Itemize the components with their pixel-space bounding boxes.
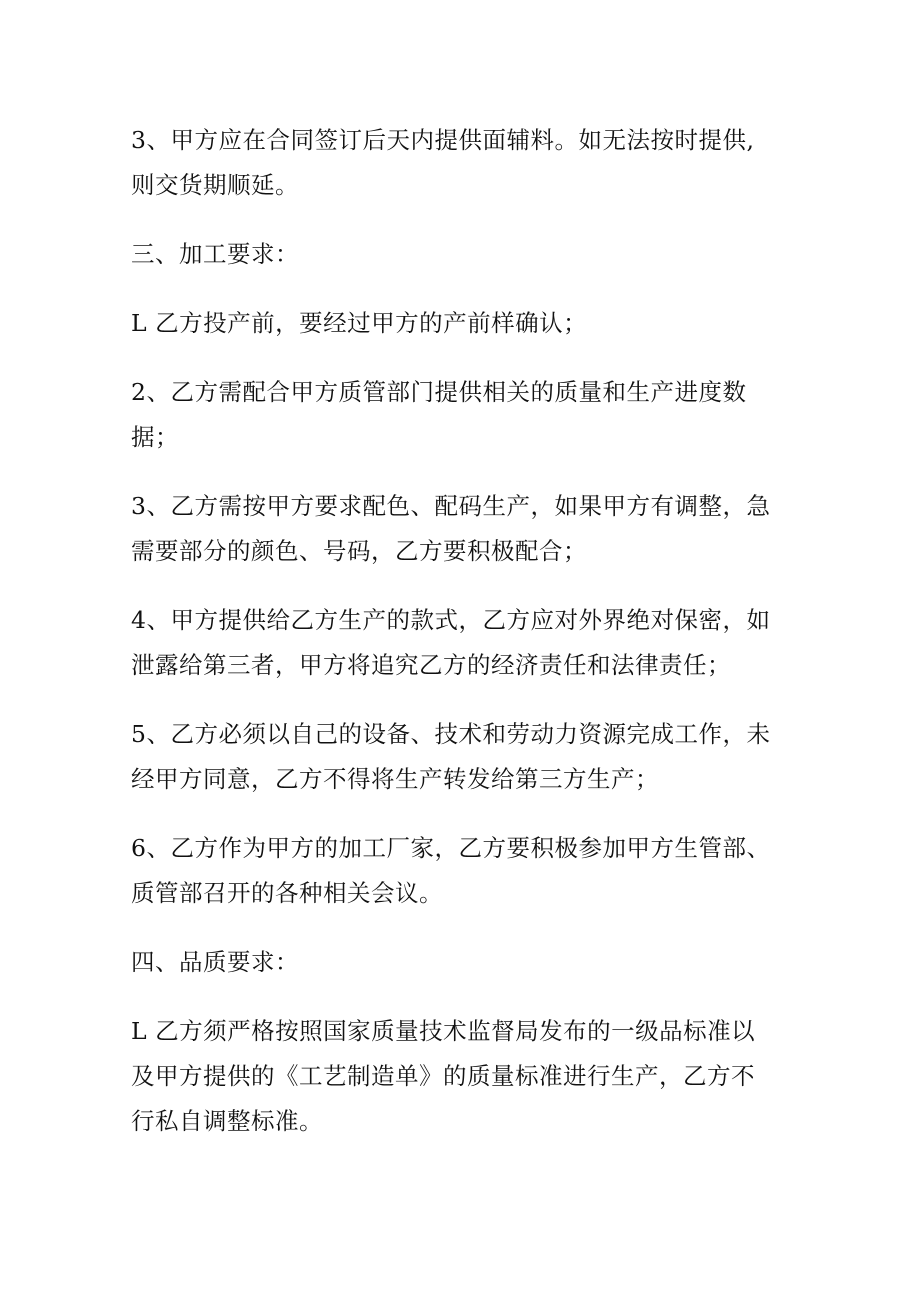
section-heading-quality: [131, 940, 791, 985]
text-line: 3、乙方需按甲方要求配色、配码生产，如果甲方有调整，急: [131, 492, 771, 520]
text-line: L 乙方投产前，要经过甲方的产前样确认；: [131, 309, 588, 337]
text-line: 2、乙方需配合甲方质管部门提供相关的质量和生产进度数: [131, 378, 747, 406]
text-line: 经甲方同意，乙方不得将生产转发给第三方生产；: [131, 765, 659, 793]
text-line: 四、品质要求：: [131, 948, 299, 976]
text-line: 据；: [131, 423, 179, 451]
paragraph-processing-6: [131, 826, 791, 916]
section-heading-processing: [131, 232, 791, 277]
paragraph-clause-3-materials: [131, 118, 791, 208]
text-line: 需要部分的颜色、号码，乙方要积极配合；: [131, 537, 587, 565]
text-line: 则交货期顺延。: [131, 171, 299, 199]
paragraph-processing-2: [131, 370, 791, 460]
text-line: 行私自调整标准。: [131, 1107, 323, 1135]
text-line: 6、乙方作为甲方的加工厂家，乙方要积极参加甲方生管部、: [131, 834, 771, 862]
paragraph-processing-3: [131, 484, 791, 574]
document-body: [131, 118, 791, 1168]
text-line: 4、甲方提供给乙方生产的款式，乙方应对外界绝对保密，如: [131, 606, 771, 634]
text-line: 5、乙方必须以自己的设备、技术和劳动力资源完成工作，未: [131, 720, 771, 748]
paragraph-processing-5: [131, 712, 791, 802]
paragraph-quality-1: [131, 1009, 791, 1144]
text-line: L 乙方须严格按照国家质量技术监督局发布的一级品标准以: [131, 1017, 756, 1045]
text-line: 及甲方提供的《工艺制造单》的质量标准进行生产，乙方不: [131, 1062, 755, 1090]
paragraph-processing-1: [131, 301, 791, 346]
text-line: 3、甲方应在合同签订后天内提供面辅料。如无法按时提供,: [131, 126, 755, 154]
text-line: 泄露给第三者，甲方将追究乙方的经济责任和法律责任；: [131, 651, 731, 679]
paragraph-processing-4: [131, 598, 791, 688]
text-line: 三、加工要求：: [131, 240, 299, 268]
text-line: 质管部召开的各种相关会议。: [131, 879, 443, 907]
